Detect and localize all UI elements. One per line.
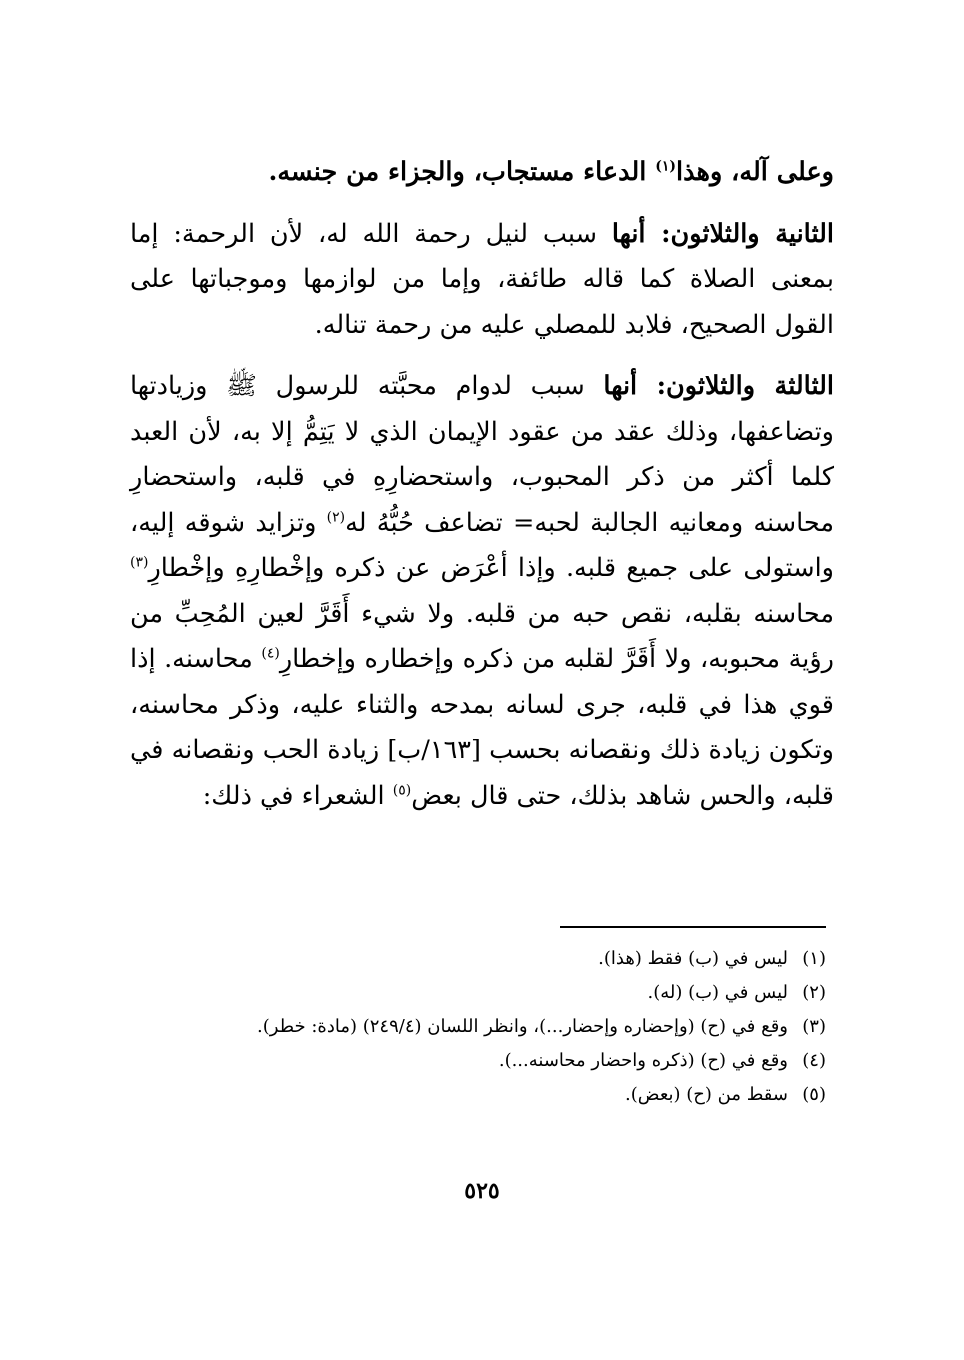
footnote-item	[136, 1078, 826, 1112]
paragraph-3-text-a: سبب لدوام محبَّته للرسول ﷺ وزيادتها وتضاعفها، وذلك عقد من عقود الإيمان الذي لا يَتِمُّ إلا به، لأن العبد كلما أكثر من ذكر المحبوب، واستحضارِهِ في قلبه، واستحضارِ محاسنه ومعانيه الجالبة لحبه= تضاعف حُبُّهُ له	[130, 371, 835, 538]
footnote-item	[136, 976, 826, 1010]
page-number: ٥٢٥	[464, 1178, 500, 1204]
paragraph-1-text-b: الدعاء مستجاب، والجزاء من جنسه.	[268, 157, 656, 187]
paragraph-1	[130, 150, 834, 196]
footnote-number: (٣)	[802, 1016, 826, 1037]
paragraph-3-heading: الثالثة والثلاثون: أنها	[603, 371, 835, 401]
footnote-separator	[560, 926, 826, 928]
footnote-item	[136, 1044, 826, 1078]
main-text	[130, 150, 834, 835]
footnote-item	[136, 1010, 826, 1044]
footnote-text: وقع في (ح) (ذكره واحضار محاسنه...).	[498, 1050, 788, 1071]
paragraph-3-text-e: الشعراء في ذلك:	[202, 780, 393, 811]
paragraph-3-text-d: محاسنه. إذا قوي هذا في قلبه، جرى لسانه بمدحه والثناء عليه، وذكر محاسنه، وتكون زيادة ذلك ونقصانه بحسب [١٦٣/ب] زيادة الحب ونقصانه في قلبه، والحس شاهد بذلك، حتى قال بعض	[130, 644, 834, 811]
footnote-ref-1[interactable]: (١)	[655, 158, 677, 175]
footnote-number: (٤)	[802, 1050, 826, 1071]
footnote-ref-2[interactable]: (٢)	[326, 509, 346, 525]
paragraph-2	[130, 212, 834, 349]
footnote-text: سقط من (ح) (بعض).	[625, 1084, 788, 1105]
footnote-number: (٢)	[802, 982, 826, 1003]
footnote-text: وقع في (ح) (وإحضاره وإحضار...)، وانظر اللسان (٢٤٩/٤) (مادة: خطر).	[257, 1016, 788, 1037]
footnote-ref-5[interactable]: (٥)	[392, 782, 412, 798]
paragraph-3-text-b: وتزايد شوقه إليه، واستولى على جميع قلبه. وإذا أعْرَض عن ذكره وإخْطارِهِ وإخْطارِ	[130, 507, 834, 583]
footnote-text: ليس في (ب) (له).	[647, 982, 788, 1003]
paragraph-3-text-c: محاسنه بقلبه، نقص حبه من قلبه. ولا شيء أَقَرَّ لعين المُحِبِّ من رؤية محبوبه، ولا أَقَرَّ لقلبه من ذكره وإخطاره وإخطارِ	[130, 598, 834, 674]
paragraph-2-text: سبب لنيل رحمة الله له، لأن الرحمة: إما بمعنى الصلاة كما قاله طائفة، وإما من لوازمها وموجباتها على القول الصحيح، فلابد للمصلي عليه من رحمة تناله.	[130, 218, 834, 340]
footnote-number: (٥)	[802, 1084, 826, 1105]
footnote-ref-4[interactable]: (٤)	[261, 645, 280, 662]
footnotes	[136, 942, 826, 1112]
paragraph-3	[130, 364, 834, 819]
footnote-text: ليس في (ب) فقط (هذا).	[598, 948, 788, 969]
paragraph-2-heading: الثانية والثلاثون: أنها	[611, 218, 834, 249]
footnote-item	[136, 942, 826, 976]
paragraph-1-text-a: وعلى آله، وهذا	[676, 157, 834, 187]
footnote-number: (١)	[802, 948, 826, 969]
footnote-ref-3[interactable]: (٣)	[130, 554, 149, 571]
